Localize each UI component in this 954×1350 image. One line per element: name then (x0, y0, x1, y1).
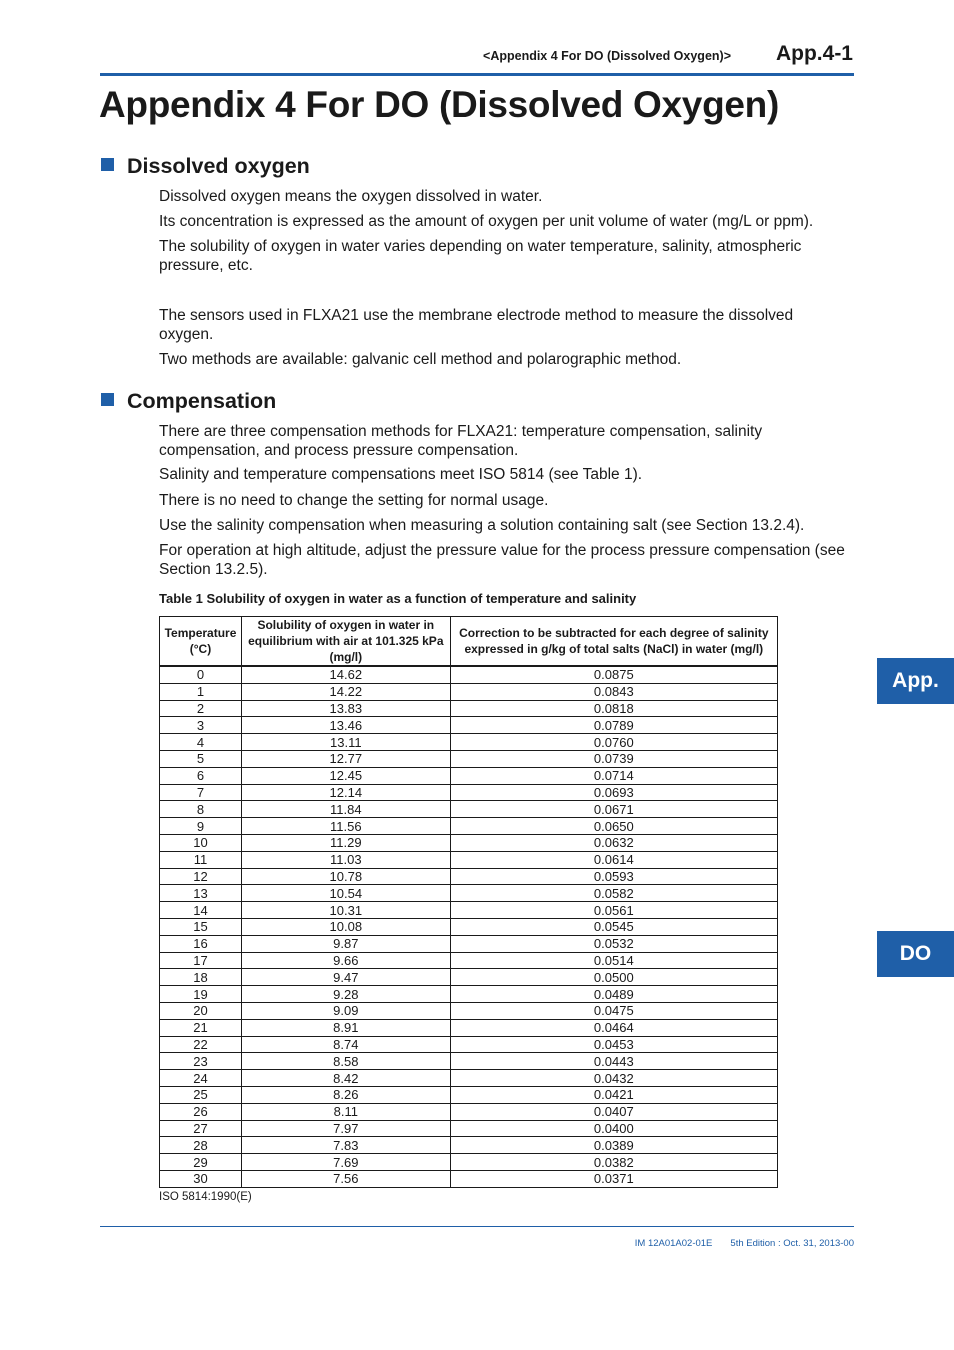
cell-correction: 0.0843 (450, 683, 777, 700)
cell-temperature: 6 (160, 767, 242, 784)
cell-solubility: 10.54 (241, 885, 450, 902)
table-row (160, 818, 778, 835)
table-note: ISO 5814:1990(E) (159, 1191, 252, 1203)
cell-temperature: 14 (160, 902, 242, 919)
cell-temperature: 4 (160, 734, 242, 751)
cell-temperature: 7 (160, 784, 242, 801)
paragraph: Use the salinity compensation when measuring a solution containing salt (see Section 13.2.4). (159, 517, 805, 534)
table-row (160, 767, 778, 784)
page-title: Appendix 4 For DO (Dissolved Oxygen) (99, 84, 779, 125)
cell-temperature: 2 (160, 700, 242, 717)
cell-temperature: 27 (160, 1120, 242, 1137)
paragraph: Two methods are available: galvanic cell method and polarographic method. (159, 351, 682, 368)
cell-correction: 0.0818 (450, 700, 777, 717)
paragraph: The sensors used in FLXA21 use the membrane electrode method to measure the dissolved oxygen. (159, 307, 794, 343)
header-rule (100, 73, 854, 76)
header-temperature: Temperature (°C) (160, 617, 242, 667)
table-row (160, 784, 778, 801)
cell-solubility: 10.78 (241, 868, 450, 885)
cell-correction: 0.0371 (450, 1170, 777, 1187)
table-row (160, 1002, 778, 1019)
edition-info: 5th Edition : Oct. 31, 2013-00 (730, 1238, 854, 1249)
cell-solubility: 11.56 (241, 818, 450, 835)
cell-correction: 0.0650 (450, 818, 777, 835)
section-heading-text: Dissolved oxygen (127, 154, 310, 178)
paragraph: There is no need to change the setting for normal usage. (159, 492, 549, 509)
cell-temperature: 11 (160, 851, 242, 868)
cell-correction: 0.0421 (450, 1086, 777, 1103)
cell-correction: 0.0500 (450, 969, 777, 986)
cell-solubility: 11.29 (241, 834, 450, 851)
cell-temperature: 13 (160, 885, 242, 902)
cell-temperature: 26 (160, 1103, 242, 1120)
table-header-row (160, 617, 778, 667)
cell-solubility: 10.08 (241, 918, 450, 935)
cell-temperature: 17 (160, 952, 242, 969)
cell-temperature: 0 (160, 666, 242, 683)
cell-temperature: 29 (160, 1154, 242, 1171)
cell-solubility: 9.28 (241, 986, 450, 1003)
cell-correction: 0.0532 (450, 935, 777, 952)
table-row (160, 801, 778, 818)
document-id: IM 12A01A02-01E (634, 1238, 713, 1249)
table-row (160, 952, 778, 969)
paragraph: Dissolved oxygen means the oxygen dissolved in water. (159, 188, 543, 205)
table-row (160, 700, 778, 717)
cell-correction: 0.0760 (450, 734, 777, 751)
square-bullet-icon (101, 158, 114, 171)
cell-solubility: 9.47 (241, 969, 450, 986)
cell-solubility: 7.83 (241, 1137, 450, 1154)
footer (635, 1238, 854, 1249)
table-body (160, 666, 778, 1187)
table-row (160, 683, 778, 700)
cell-solubility: 12.14 (241, 784, 450, 801)
cell-solubility: 7.56 (241, 1170, 450, 1187)
cell-solubility: 13.46 (241, 717, 450, 734)
table-row (160, 868, 778, 885)
cell-correction: 0.0432 (450, 1070, 777, 1087)
cell-correction: 0.0389 (450, 1137, 777, 1154)
cell-correction: 0.0593 (450, 868, 777, 885)
running-header: <Appendix 4 For DO (Dissolved Oxygen)> (483, 49, 731, 63)
section-heading-compensation (101, 389, 276, 414)
cell-correction: 0.0739 (450, 750, 777, 767)
cell-temperature: 3 (160, 717, 242, 734)
cell-correction: 0.0714 (450, 767, 777, 784)
cell-correction: 0.0464 (450, 1019, 777, 1036)
table-row (160, 969, 778, 986)
cell-solubility: 14.62 (241, 666, 450, 683)
table-row (160, 1120, 778, 1137)
cell-solubility: 7.97 (241, 1120, 450, 1137)
cell-solubility: 9.66 (241, 952, 450, 969)
cell-correction: 0.0382 (450, 1154, 777, 1171)
cell-correction: 0.0632 (450, 834, 777, 851)
cell-temperature: 21 (160, 1019, 242, 1036)
cell-solubility: 8.11 (241, 1103, 450, 1120)
table-row (160, 918, 778, 935)
cell-correction: 0.0671 (450, 801, 777, 818)
table-row (160, 1070, 778, 1087)
cell-solubility: 8.42 (241, 1070, 450, 1087)
cell-correction: 0.0875 (450, 666, 777, 683)
paragraph: Its concentration is expressed as the amount of oxygen per unit volume of water (mg/L or ppm). (159, 213, 814, 230)
table-row (160, 1154, 778, 1171)
cell-solubility: 8.26 (241, 1086, 450, 1103)
cell-temperature: 16 (160, 935, 242, 952)
cell-correction: 0.0561 (450, 902, 777, 919)
side-tab-app[interactable]: App. (877, 658, 954, 704)
cell-temperature: 8 (160, 801, 242, 818)
table-row (160, 717, 778, 734)
cell-temperature: 5 (160, 750, 242, 767)
cell-temperature: 23 (160, 1053, 242, 1070)
cell-correction: 0.0693 (450, 784, 777, 801)
table-row (160, 851, 778, 868)
cell-solubility: 12.45 (241, 767, 450, 784)
cell-correction: 0.0475 (450, 1002, 777, 1019)
footer-rule (100, 1226, 854, 1227)
cell-solubility: 8.91 (241, 1019, 450, 1036)
cell-correction: 0.0514 (450, 952, 777, 969)
cell-solubility: 8.58 (241, 1053, 450, 1070)
cell-correction: 0.0582 (450, 885, 777, 902)
cell-solubility: 13.83 (241, 700, 450, 717)
table-row (160, 834, 778, 851)
table-row (160, 1053, 778, 1070)
cell-solubility: 13.11 (241, 734, 450, 751)
cell-correction: 0.0489 (450, 986, 777, 1003)
page-number: App.4-1 (775, 42, 853, 65)
table-row (160, 1036, 778, 1053)
table-row (160, 666, 778, 683)
table-row (160, 935, 778, 952)
cell-correction: 0.0453 (450, 1036, 777, 1053)
cell-solubility: 11.84 (241, 801, 450, 818)
section-heading-text: Compensation (127, 389, 277, 413)
cell-correction: 0.0443 (450, 1053, 777, 1070)
paragraph: For operation at high altitude, adjust the pressure value for the process pressure compensation (see Section 13.2.5). (159, 542, 845, 578)
cell-correction: 0.0407 (450, 1103, 777, 1120)
table-row (160, 1137, 778, 1154)
cell-temperature: 10 (160, 834, 242, 851)
cell-solubility: 7.69 (241, 1154, 450, 1171)
table-row (160, 1170, 778, 1187)
cell-correction: 0.0789 (450, 717, 777, 734)
cell-temperature: 20 (160, 1002, 242, 1019)
section-heading-dissolved-oxygen (101, 154, 310, 179)
paragraph: The solubility of oxygen in water varies depending on water temperature, salinity, atmospheric pressure, etc. (159, 238, 802, 274)
cell-temperature: 24 (160, 1070, 242, 1087)
cell-correction: 0.0545 (450, 918, 777, 935)
table-row (160, 1086, 778, 1103)
cell-temperature: 1 (160, 683, 242, 700)
cell-temperature: 9 (160, 818, 242, 835)
cell-temperature: 18 (160, 969, 242, 986)
header-correction: Correction to be subtracted for each degree of salinity expressed in g/kg of total salts (NaCl) in water (mg/l) (450, 617, 777, 667)
cell-correction: 0.0614 (450, 851, 777, 868)
cell-temperature: 22 (160, 1036, 242, 1053)
cell-solubility: 9.09 (241, 1002, 450, 1019)
table-row (160, 750, 778, 767)
table-caption: Table 1 Solubility of oxygen in water as a function of temperature and salinity (159, 591, 637, 606)
table-row (160, 1019, 778, 1036)
paragraph: There are three compensation methods for FLXA21: temperature compensation, salinity compensation, and process pressure compensation. (159, 423, 763, 459)
table-row (160, 885, 778, 902)
cell-solubility: 10.31 (241, 902, 450, 919)
cell-temperature: 19 (160, 986, 242, 1003)
cell-solubility: 11.03 (241, 851, 450, 868)
square-bullet-icon (101, 393, 114, 406)
cell-solubility: 8.74 (241, 1036, 450, 1053)
cell-temperature: 30 (160, 1170, 242, 1187)
cell-temperature: 12 (160, 868, 242, 885)
solubility-table (159, 616, 778, 1188)
header-solubility: Solubility of oxygen in water in equilibrium with air at 101.325 kPa (mg/l) (241, 617, 450, 667)
cell-solubility: 14.22 (241, 683, 450, 700)
table-row (160, 734, 778, 751)
side-tab-do[interactable]: DO (877, 931, 954, 977)
table-row (160, 902, 778, 919)
cell-solubility: 12.77 (241, 750, 450, 767)
table-row (160, 1103, 778, 1120)
cell-solubility: 9.87 (241, 935, 450, 952)
cell-correction: 0.0400 (450, 1120, 777, 1137)
table-row (160, 986, 778, 1003)
cell-temperature: 15 (160, 918, 242, 935)
cell-temperature: 28 (160, 1137, 242, 1154)
cell-temperature: 25 (160, 1086, 242, 1103)
paragraph: Salinity and temperature compensations meet ISO 5814 (see Table 1). (159, 466, 643, 483)
